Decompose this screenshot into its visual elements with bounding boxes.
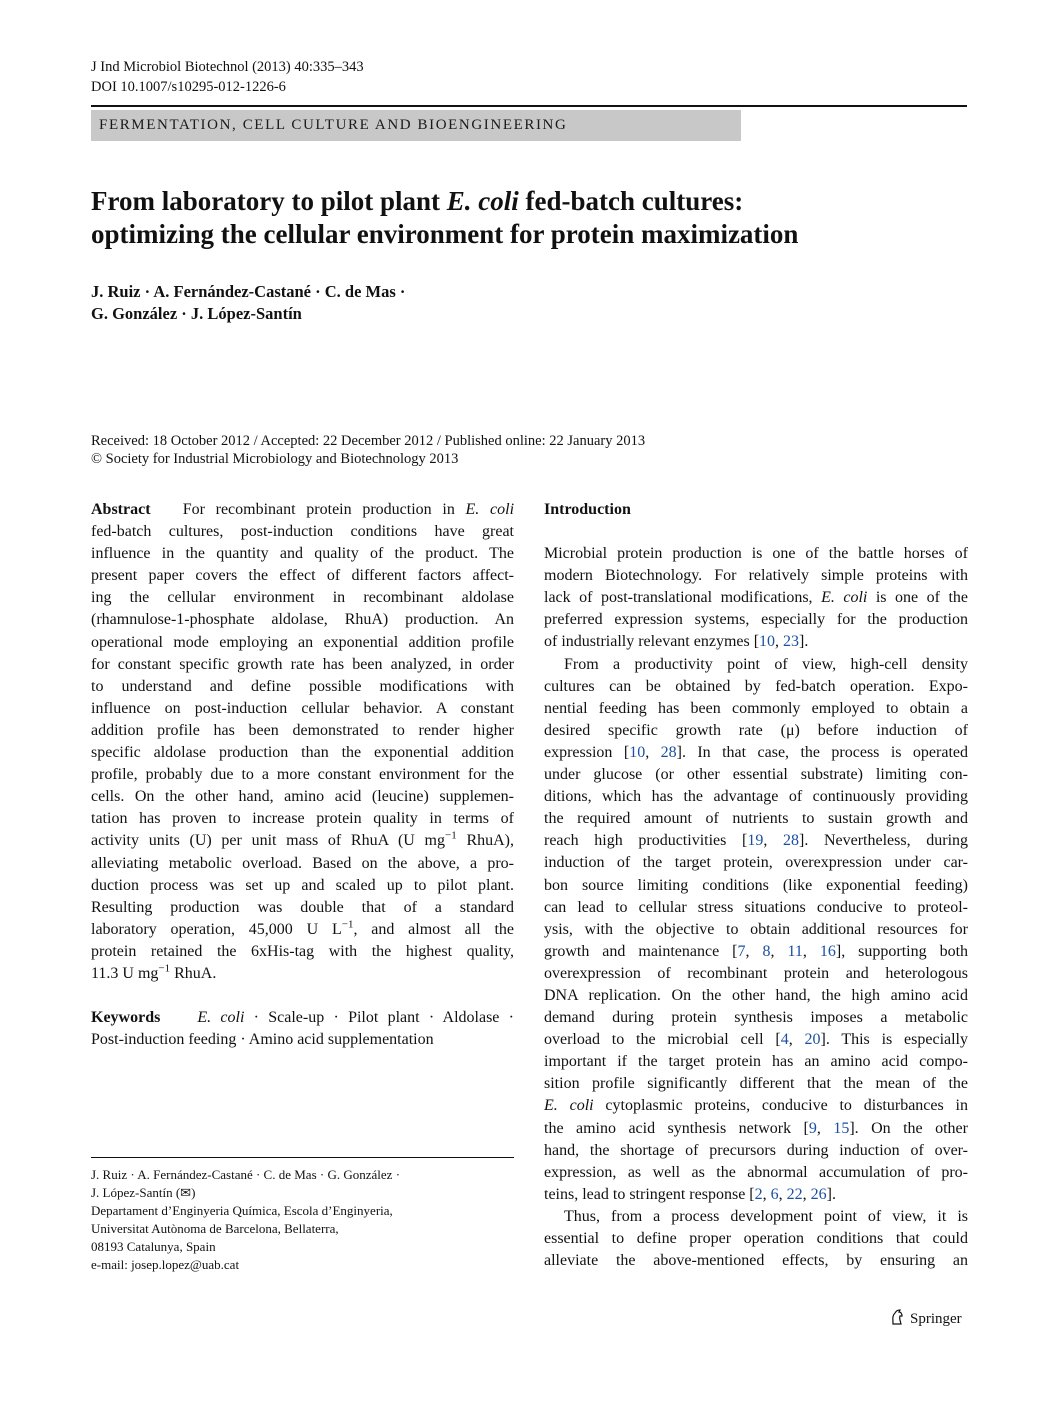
footnote-line: Departament d’Enginyeria Química, Escola d’Enginyeria, <box>91 1203 393 1218</box>
citation-link[interactable]: 22 <box>786 1185 803 1203</box>
citation-link[interactable]: 9 <box>808 1119 817 1137</box>
email-link[interactable]: e-mail: josep.lopez@uab.cat <box>91 1257 240 1272</box>
body-line: modern Biotechnology. For relatively simple proteins with <box>544 567 968 585</box>
author-list <box>91 281 405 325</box>
keywords-label: Keywords <box>91 1009 161 1027</box>
citation-link[interactable]: 10 <box>629 743 646 761</box>
body-line: the required amount of nutrients to sustain growth and <box>544 810 968 828</box>
publication-dates <box>91 432 645 468</box>
authors-line-2: G. González · J. López-Santín <box>91 304 302 323</box>
abstract-line: operational mode employing an exponential addition profile <box>91 633 514 651</box>
body-line: alleviate the above-mentioned effects, by ensuring an <box>544 1252 968 1270</box>
abstract-line: profile, probably due to a more constant environment for the <box>91 766 514 784</box>
publisher-logo <box>890 1309 962 1329</box>
abstract-line: addition profile has been demonstrated to render higher <box>91 721 514 739</box>
body-line: DNA replication. On the other hand, the high amino acid <box>544 986 968 1004</box>
body-line: lack of post-translational modifications, E. coli is one of the <box>544 589 969 607</box>
citation-link[interactable]: 4 <box>780 1031 789 1049</box>
citation-link[interactable]: 15 <box>833 1119 850 1137</box>
title-line-2: optimizing the cellular environment for protein maximization <box>91 219 799 249</box>
body-line: the amino acid synthesis network [9, 15]. On the other <box>544 1119 968 1137</box>
body-line: demand during protein synthesis imposes a metabolic <box>544 1009 968 1027</box>
citation-link[interactable]: 16 <box>819 942 836 960</box>
abstract-line: cells. On the other hand, amino acid (leucine) supplemen- <box>91 788 514 806</box>
header-rule <box>91 105 967 107</box>
citation-link[interactable]: 10 <box>759 633 776 651</box>
abstract-line: laboratory operation, 45,000 U $L^{-1}$, and almost all the <box>91 918 514 938</box>
body-line: under glucose (or other essential substrate) limiting con- <box>544 766 968 784</box>
footnote-rule <box>91 1157 514 1158</box>
abstract-line: tation has proven to increase protein quality in terms of <box>91 810 514 828</box>
abstract-line: Abstract For recombinant protein production in E. coli <box>91 501 515 518</box>
citation-link[interactable]: 2 <box>754 1185 763 1203</box>
body-line: can lead to cellular stress situations conducive to proteol- <box>544 898 968 916</box>
abstract-line: (rhamnulose-1-phosphate aldolase, RhuA) production. An <box>91 611 514 629</box>
abstract-line: Resulting production was double that of a standard <box>91 898 514 916</box>
springer-horse-icon <box>890 1309 904 1325</box>
body-line: essential to define proper operation conditions that could <box>544 1230 968 1247</box>
dates-line: Received: 18 October 2012 / Accepted: 22 December 2012 / Published online: 22 January 2013 <box>91 433 646 449</box>
citation-link[interactable]: 20 <box>804 1031 821 1049</box>
body-line: bon source limiting conditions (like exponential feeding) <box>544 876 968 894</box>
body-line: ditions, which has the advantage of continuously providing <box>544 788 968 806</box>
citation-link[interactable]: 6 <box>770 1185 779 1203</box>
abstract-line: activity units (U) per unit mass of RhuA (U $mg^{-1}$ RhuA), <box>91 830 514 850</box>
body-line: of industrially relevant enzymes [10, 23]. <box>544 633 809 651</box>
authors-line-1: J. Ruiz · A. Fernández-Castané · C. de Mas · <box>91 282 406 301</box>
body-line: expression, as well as the abnormal accumulation of pro- <box>544 1163 968 1181</box>
section-band: FERMENTATION, CELL CULTURE AND BIOENGINEERING <box>91 110 741 141</box>
body-line: hand, the shortage of precursors during induction of over- <box>544 1141 968 1159</box>
footnote-line: J. Ruiz · A. Fernández-Castané · C. de Mas · G. González · <box>91 1167 401 1182</box>
affiliation-footnote <box>91 1166 514 1274</box>
citation-link[interactable]: 28 <box>782 832 799 850</box>
citation-link[interactable]: 8 <box>762 942 771 960</box>
keywords-line: Keywords E. coli · Scale-up · Pilot plant · Aldolase · <box>91 1009 515 1027</box>
body-line: expression [10, 28]. In that case, the process is operated <box>544 743 968 761</box>
citation-link[interactable]: 11 <box>787 942 803 960</box>
copyright-line: © Society for Industrial Microbiology and Biotechnology 2013 <box>91 451 459 467</box>
abstract-line: influence on post-induction cellular behavior. A constant <box>91 699 514 717</box>
introduction-column <box>544 499 968 1272</box>
abstract-line: 11.3 U $mg^{-1}$ RhuA. <box>91 962 217 982</box>
abstract-line: for constant specific growth rate has been analyzed, in order <box>91 655 514 673</box>
citation-link[interactable]: 23 <box>783 633 800 651</box>
body-line: sition profile significantly different that the mean of the <box>544 1075 968 1093</box>
abstract-line: specific aldolase production than the exponential addition <box>91 744 514 762</box>
section-heading: Introduction <box>544 501 631 518</box>
title-part: fed-batch cultures: <box>518 186 744 216</box>
abstract-line: ing the cellular environment in recombinant aldolase <box>91 589 514 607</box>
citation-link[interactable]: 7 <box>737 942 746 960</box>
doi-line: DOI 10.1007/s10295-012-1226-6 <box>91 79 286 95</box>
citation-link[interactable]: 26 <box>810 1185 827 1203</box>
email-line <box>91 1256 514 1274</box>
body-line: E. coli cytoplasmic proteins, conducive to disturbances in <box>544 1097 968 1115</box>
body-line: cultures can be obtained by fed-batch operation. Expo- <box>544 677 968 695</box>
abstract-line: fed-batch cultures, post-induction conditions have great <box>91 523 514 541</box>
citation-link[interactable]: 19 <box>747 832 764 850</box>
body-line: preferred expression systems, especially for the production <box>544 611 968 629</box>
body-line: nential feeding has been commonly employed to obtain a <box>544 699 968 717</box>
abstract-line: duction process was set up and scaled up to pilot plant. <box>91 876 514 894</box>
body-line: overload to the microbial cell [4, 20]. This is especially <box>544 1031 968 1049</box>
footnote-line: 08193 Catalunya, Spain <box>91 1239 216 1254</box>
abstract-column <box>91 499 514 1051</box>
abstract-line: protein retained the 6xHis-tag with the highest quality, <box>91 942 514 960</box>
abstract-label: Abstract <box>91 501 151 518</box>
body-line: induction of the target protein, overexpression under car- <box>544 854 968 872</box>
body-line: teins, lead to stringent response [2, 6, 22, 26]. <box>544 1185 836 1203</box>
paper-title <box>91 185 971 251</box>
body-line: growth and maintenance [7, 8, 11, 16], supporting both <box>544 942 969 960</box>
abstract-line: present paper covers the effect of different factors affect- <box>91 567 514 585</box>
title-italic: E. coli <box>446 186 519 216</box>
body-line: reach high productivities [19, 28]. Nevertheless, during <box>544 832 969 850</box>
body-line: From a productivity point of view, high-cell density <box>564 655 968 673</box>
abstract-line: to understand and define possible modifications with <box>91 677 514 695</box>
abstract-line: alleviating metabolic overload. Based on the above, a pro- <box>91 854 514 872</box>
journal-citation <box>91 57 364 97</box>
abstract-line: influence in the quantity and quality of the product. The <box>91 545 514 563</box>
keywords-line: Post-induction feeding · Amino acid supplementation <box>91 1031 434 1049</box>
citation-link[interactable]: 28 <box>660 743 677 761</box>
publisher-name: Springer <box>910 1311 962 1327</box>
body-line: ysis, with the objective to obtain additional resources for <box>544 920 968 938</box>
journal-line: J Ind Microbiol Biotechnol (2013) 40:335–343 <box>91 59 364 75</box>
body-line: important if the target protein has an amino acid compo- <box>544 1053 968 1071</box>
footnote-line: J. López-Santín (✉) <box>91 1185 196 1200</box>
body-line: desired specific growth rate (μ) before induction of <box>544 721 968 739</box>
body-line: Microbial protein production is one of the battle horses of <box>544 545 968 563</box>
body-line: Thus, from a process development point of view, it is <box>564 1207 968 1225</box>
body-line: overexpression of recombinant protein and heterologous <box>544 964 968 982</box>
footnote-line: Universitat Autònoma de Barcelona, Bellaterra, <box>91 1221 339 1236</box>
title-part: From laboratory to pilot plant <box>91 186 447 216</box>
